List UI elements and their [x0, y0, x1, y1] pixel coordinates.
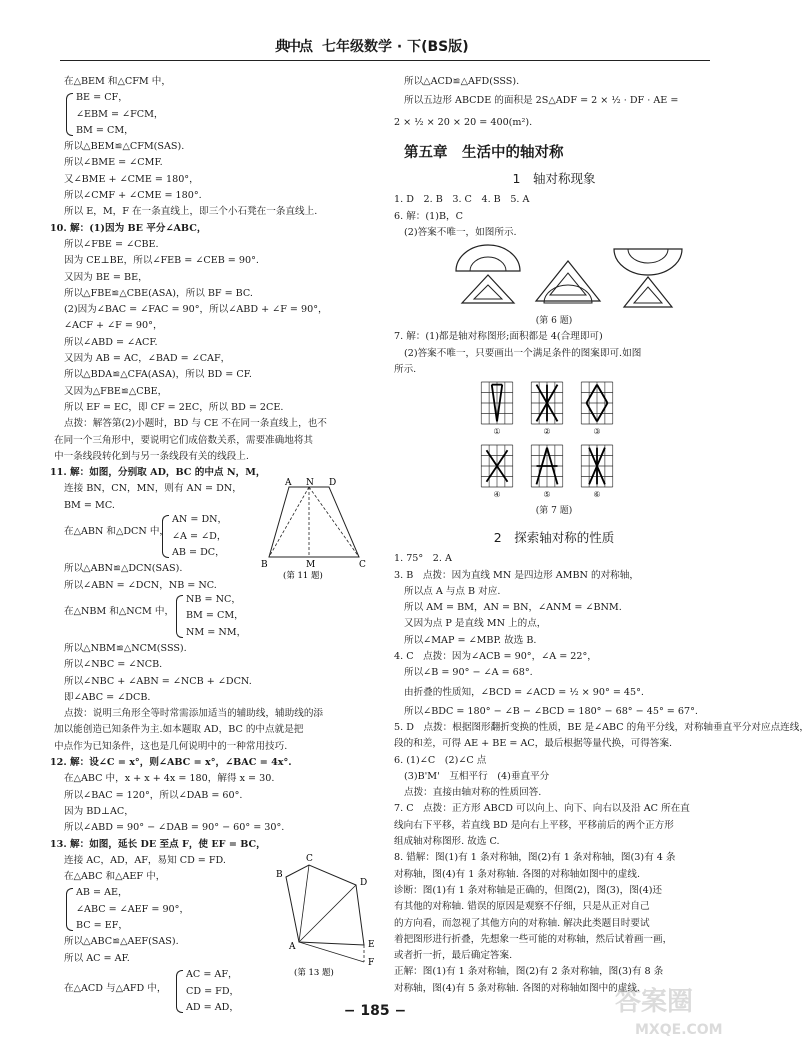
- question-12: 12. 解：设∠C = x°，则∠ABC = x°，∠BAC = 4x°.: [50, 757, 292, 769]
- text-line: 因为 BD⊥AC，: [64, 805, 134, 817]
- hint-line: 点拨：说明三角形全等时常需添加适当的辅助线，辅助线的添: [64, 708, 324, 720]
- figure-13-pentagon: [264, 847, 389, 977]
- question-10: 10. 解：(1)因为 BE 平分∠ABC，: [50, 222, 207, 234]
- grid-label: ⑤: [543, 489, 551, 499]
- fig13-label-D: D: [360, 877, 368, 888]
- answer-line: 段的和差，可得 AE + BE = AC，最后根据等量代换，可得答案.: [394, 738, 673, 750]
- answer-line: 对称轴，图(4)有 5 条对称轴. 各图的对称轴如图中的虚线.: [394, 982, 641, 994]
- text-line: 又因为△FBE≌△CBE，: [64, 385, 168, 397]
- question-11: 11. 解：如图，分别取 AD，BC 的中点 N，M，: [50, 467, 266, 479]
- text-line: ∠ACF + ∠F = 90°，: [64, 320, 163, 332]
- brace-line: AB = AE，: [76, 887, 128, 899]
- question-13-block: [50, 837, 389, 978]
- hint-line: 点拨：解答第(2)小题时，BD 与 CE 不在同一条直线上，也不: [64, 418, 327, 430]
- answer-line: 点拨：直接由轴对称的性质回答.: [404, 787, 542, 799]
- section-1-title: 1 轴对称现象: [512, 171, 596, 187]
- hint-line: 中点作为已知条件，这也是几何说明中的一种常用技巧.: [54, 740, 288, 752]
- text-line: 所以∠FBE = ∠CBE.: [64, 238, 159, 250]
- answer-line: 所以∠BDC = 180° − ∠B − ∠BCD = 180° − 68° − 45° = 67°.: [404, 705, 698, 717]
- page-number: − 185 −: [343, 1003, 407, 1019]
- hint-line: 在同一个三角形中，要说明它们成倍数关系，需要准确地将其: [54, 434, 314, 446]
- answer-line: 或者折一折，最后确定答案.: [394, 950, 513, 962]
- question-13: 13. 解：如图，延长 DE 至点 F，使 EF = BC，: [50, 838, 266, 850]
- text-line: 所以△ACD≌△AFD(SSS).: [404, 76, 520, 87]
- brace-line: ∠ABC = ∠AEF = 90°，: [76, 903, 190, 915]
- pattern-stroke: [587, 403, 598, 421]
- answer-line: 6. 解：(1)B，C: [394, 210, 463, 222]
- grid-figure: [578, 445, 616, 503]
- text-line: 所以∠BAC = 120°，所以∠DAB = 60°.: [64, 789, 243, 801]
- grid-figure: [528, 445, 566, 503]
- text-line: 所以∠BME = ∠CMF.: [64, 157, 163, 169]
- chapter-title: 第五章 生活中的轴对称: [404, 145, 564, 162]
- fig13-label-E: E: [368, 939, 375, 950]
- text-line: 在△ACD 与△AFD 中，: [64, 982, 167, 994]
- figure-7-caption: (第 7 题): [535, 505, 573, 516]
- brace-line: BC = EF，: [76, 920, 128, 932]
- text-line: 连接 BN，CN，MN，则有 AN = DN，: [64, 483, 242, 495]
- text-line: 又因为 BE = BE，: [64, 271, 148, 283]
- answer-line: (2)答案不唯一，如图所示.: [404, 226, 517, 238]
- text-line: 连接 AC，AD，AF，易知 CD = FD.: [64, 854, 226, 866]
- text-line: 所以 EF = EC，即 CF = 2EC，所以 BD = 2CE.: [64, 401, 284, 413]
- hint-line: 中一条线段转化到与另一条线段有关的线段上.: [54, 450, 249, 462]
- answer-line: 所以 AM = BM，AN = BN，∠ANM = ∠BNM.: [404, 602, 622, 614]
- grid-label: ①: [493, 427, 501, 437]
- grid-label: ②: [543, 427, 551, 437]
- text-line: 在△BEM 和△CFM 中，: [64, 76, 171, 87]
- text-line: BM = MC.: [64, 499, 115, 511]
- text-line: 即∠ABC = ∠DCB.: [64, 691, 151, 703]
- figure-6-caption: (第 6 题): [535, 316, 573, 327]
- grid-label: ④: [493, 489, 501, 499]
- fig13-label-B: B: [276, 869, 283, 880]
- text-line: 所以△BDA≌△CFA(ASA)，所以 BD = CF.: [64, 369, 252, 381]
- text-line: 所以∠ABD = 90° − ∠DAB = 90° − 60° = 30°.: [64, 822, 285, 834]
- brace-line: BE = CF，: [76, 92, 128, 104]
- watermark-text: 答案圈: [615, 987, 694, 1017]
- answer-line: 所以∠B = 90° − ∠A = 68°.: [404, 667, 533, 679]
- text-line: 在△ABC 和△AEF 中，: [64, 871, 166, 883]
- pattern-stroke: [597, 385, 608, 403]
- fig11-label-C: C: [359, 560, 366, 571]
- header-title: 七年级数学 · 下(BS版): [322, 39, 469, 55]
- fig11-label-D: D: [329, 478, 337, 489]
- fig13-label-A: A: [289, 941, 296, 952]
- condition-brace: [64, 90, 389, 139]
- answer-line: 着把图形进行折叠，先想象一些可能的对称轴，然后试着画一画，: [394, 933, 673, 945]
- grid-4x4: [528, 382, 566, 424]
- grid-4x4: [528, 445, 566, 487]
- text-line: 所以△FBE≌△CBE(ASA)，所以 BF = BC.: [64, 287, 253, 299]
- fig11-label-B: B: [261, 560, 268, 571]
- brace-line: BM = CM，: [76, 124, 134, 136]
- text-line: 所以∠ABD = ∠ACF.: [64, 336, 158, 348]
- brand-logo: 典中点: [275, 39, 311, 55]
- grid-4x4: [578, 382, 616, 424]
- answer-line: 1. 75° 2. A: [394, 553, 452, 565]
- text-line: 在△ABN 和△DCN 中，: [64, 526, 170, 538]
- brace-line: BM = CM，: [186, 610, 244, 622]
- figure-11-trapezoid: [259, 478, 379, 582]
- brace-line: AC = AF，: [186, 969, 238, 981]
- brace-line: ∠EBM = ∠FCM，: [76, 108, 164, 120]
- answer-line: 诊断：图(1)有 1 条对称轴是正确的，但图(2)，图(3)，图(4)还: [394, 884, 663, 896]
- grid-4x4: [478, 382, 516, 424]
- fig13-label-F: F: [368, 957, 375, 968]
- answer-line: 所以∠MAP = ∠MBP. 故选 B.: [404, 634, 537, 646]
- answer-line: 所以点 A 与点 B 对应.: [404, 585, 501, 597]
- text-line: 因为 CE⊥BE，所以∠FEB = ∠CEB = 90°.: [64, 255, 259, 267]
- answer-line: 8. 错解：图(1)有 1 条对称轴，图(2)有 1 条对称轴，图(3)有 4 条: [394, 852, 676, 864]
- grid-figure: [528, 382, 566, 440]
- text-line: 2 × ½ × 20 × 20 = 400(m²).: [394, 117, 533, 129]
- pattern-stroke: [597, 403, 608, 421]
- answer-line: 线向右下平移，若直线 BD 是向右上平移，平移前后的两个正方形: [394, 819, 674, 831]
- answer-line: 7. 解：(1)都是轴对称图形;面积都是 4(合理即可): [394, 331, 603, 343]
- answer-line: 的方向看，而忽视了其他方向的对称轴. 解决此类题目时要试: [394, 917, 650, 929]
- text-line: 所以∠NBC = ∠NCB.: [64, 659, 163, 671]
- text-line: 所以∠CMF + ∠CME = 180°.: [64, 190, 202, 202]
- brace-line: AD = AD，: [186, 1001, 239, 1013]
- text-line: (2)因为∠BAC = ∠FAC = 90°，所以∠ABD + ∠F = 90°，: [64, 304, 328, 316]
- grid-figure: [478, 445, 516, 503]
- text-line: 在△ABC 中，x + x + 4x = 180，解得 x = 30.: [64, 773, 275, 785]
- answer-line: 所示.: [394, 364, 417, 376]
- answer-line: 3. B 点拨：因为直线 MN 是四边形 AMBN 的对称轴，: [394, 569, 639, 581]
- text-line: 又因为 AB = AC，∠BAD = ∠CAF，: [64, 353, 231, 365]
- text-line: 所以五边形 ABCDE 的面积是 2S△ADF = 2 × ½ · DF · AE =: [404, 95, 679, 107]
- answer-line: 由折叠的性质知，∠BCD = ∠ACD = ½ × 90° = 45°.: [404, 686, 644, 698]
- grid-figure: [478, 382, 516, 440]
- brace-line: NB = NC，: [186, 594, 241, 606]
- pattern-stroke: [587, 385, 598, 403]
- text-line: 所以△ABN≌△DCN(SAS).: [64, 563, 183, 575]
- answer-line: 7. C 点拨：正方形 ABCD 可以向上、向下、向右以及沿 AC 所在直: [394, 803, 690, 815]
- answer-line: 正解：图(1)有 1 条对称轴，图(2)有 2 条对称轴，图(3)有 8 条: [394, 966, 664, 978]
- grid-label: ③: [593, 427, 601, 437]
- text-line: 在△NBM 和△NCM 中，: [64, 605, 175, 617]
- figure-6-shapes: [404, 241, 704, 313]
- brace-line: AN = DN，: [172, 514, 228, 526]
- brace-line: CD = FD，: [186, 985, 240, 997]
- answer-line: (3)B'M' 互相平行 (4)垂直平分: [404, 770, 550, 782]
- grid-label: ⑥: [593, 489, 601, 499]
- fig11-label-A: A: [285, 478, 292, 489]
- answer-line: (2)答案不唯一，只要画出一个满足条件的图案即可.如图: [404, 347, 642, 359]
- text-line: 所以∠ABN = ∠DCN，NB = NC.: [64, 579, 217, 591]
- text-line: 又∠BME + ∠CME = 180°，: [64, 173, 199, 185]
- condition-brace: [174, 592, 389, 641]
- answer-line: 4. C 点拨：因为∠ACB = 90°，∠A = 22°，: [394, 651, 597, 663]
- hint-line: 加以能创造已知条件为主.如本题取 AD，BC 的中点就是把: [54, 724, 304, 736]
- answer-line: 1. D 2. B 3. C 4. B 5. A: [394, 194, 530, 206]
- brace-line: NM = NM，: [186, 626, 247, 638]
- watermark-domain: MXQE.COM: [635, 1022, 723, 1038]
- grid-figure: [578, 382, 616, 440]
- fig11-caption: (第 11 题): [283, 571, 323, 582]
- text-line: 所以 E，M，F 在一条直线上，即三个小石凳在一条直线上.: [64, 206, 318, 218]
- text-line: 所以 AC = AF.: [64, 952, 130, 964]
- text-line: 所以△BEM≌△CFM(SAS).: [64, 141, 185, 153]
- figure-7-grids: [404, 382, 704, 503]
- text-line: 所以△NBM≌△NCM(SSS).: [64, 642, 187, 654]
- grid-4x4: [578, 445, 616, 487]
- left-column: [50, 74, 389, 1016]
- page-header: [60, 30, 710, 61]
- fig13-label-C: C: [306, 853, 313, 864]
- grid-4x4: [478, 445, 516, 487]
- brace-line: ∠A = ∠D，: [172, 530, 227, 542]
- answer-line: 对称轴，图(4)有 1 条对称轴. 各图的对称轴如图中的虚线.: [394, 868, 641, 880]
- answer-line: 有其他的对称轴. 错误的原因是观察不仔细，只是从正对自己: [394, 901, 650, 913]
- text-line: 所以△ABC≌△AEF(SAS).: [64, 936, 179, 948]
- fig11-label-N: N: [306, 478, 314, 489]
- answer-line: 6. (1)∠C (2)∠C 点: [394, 754, 487, 766]
- text-line: 所以∠NBC + ∠ABN = ∠NCB + ∠DCN.: [64, 675, 252, 687]
- answer-line: 组成轴对称图形. 故选 C.: [394, 836, 500, 848]
- section-2-title: 2 探索轴对称的性质: [493, 530, 615, 546]
- brace-line: AB = DC，: [172, 546, 225, 558]
- watermark-logo: [605, 980, 745, 1040]
- fig11-label-M: M: [306, 560, 316, 571]
- fig13-caption: (第 13 题): [294, 967, 334, 978]
- answer-line: 又因为点 P 是直线 MN 上的点，: [404, 618, 547, 630]
- answer-line: 5. D 点拨：根据图形翻折变换的性质，BE 是∠ABC 的角平分线，对称轴垂直平分对应点连线，: [394, 721, 809, 733]
- right-column: [394, 74, 809, 997]
